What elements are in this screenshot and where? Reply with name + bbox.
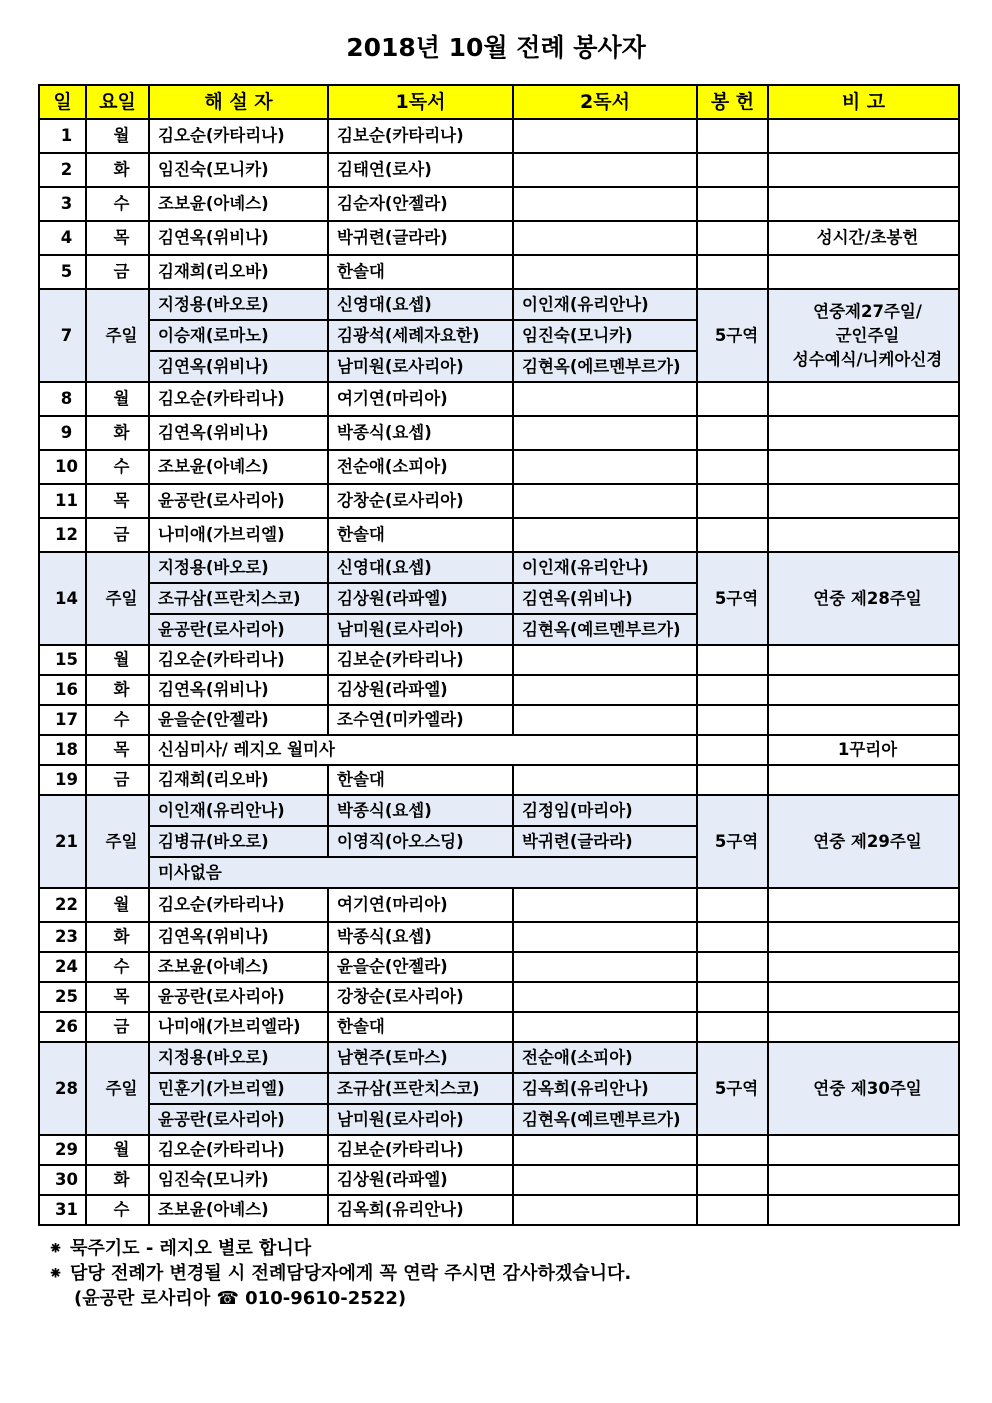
weekday-cell: 금 (86, 765, 149, 795)
asterisk-icon: ⁕ (48, 1238, 64, 1259)
reader2-cell: 김현옥(에르멘부르가) (513, 351, 697, 382)
reader2-cell (513, 982, 697, 1012)
table-row (39, 952, 959, 982)
offertory-cell (697, 1135, 768, 1165)
reader1-cell: 이영직(아오스딩) (328, 826, 513, 857)
reader1-cell: 김상원(라파엘) (328, 675, 513, 705)
reader1-cell: 김광석(세례자요한) (328, 320, 513, 351)
reader2-cell (513, 518, 697, 552)
offertory-cell (697, 888, 768, 922)
commentator-cell: 이인재(유리안나) (149, 795, 328, 826)
day-cell: 19 (39, 765, 86, 795)
weekday-cell: 수 (86, 187, 149, 221)
reader1-cell: 여기연(마리아) (328, 382, 513, 416)
reader2-cell: 이인재(유리안나) (513, 552, 697, 583)
remarks-cell (768, 255, 959, 289)
table-row (39, 675, 959, 705)
commentator-cell: 김재희(리오바) (149, 765, 328, 795)
offertory-cell (697, 1195, 768, 1225)
header-reader2: 2독서 (513, 85, 697, 119)
table-row (39, 153, 959, 187)
reader1-cell: 김보순(카타리나) (328, 645, 513, 675)
offertory-cell (697, 735, 768, 765)
table-row (39, 1195, 959, 1225)
day-cell: 3 (39, 187, 86, 221)
reader2-cell: 박귀련(글라라) (513, 826, 697, 857)
reader1-cell: 박종식(요셉) (328, 795, 513, 826)
commentator-cell: 민훈기(가브리엘) (149, 1073, 328, 1104)
reader1-cell: 조규삼(프란치스코) (328, 1073, 513, 1104)
weekday-cell: 수 (86, 1195, 149, 1225)
table-row (39, 765, 959, 795)
day-cell: 10 (39, 450, 86, 484)
weekday-cell: 주일 (86, 795, 149, 888)
offertory-cell (697, 765, 768, 795)
remarks-cell (768, 187, 959, 221)
reader1-cell: 김보순(카타리나) (328, 119, 513, 153)
commentator-cell: 김오순(카타리나) (149, 645, 328, 675)
reader2-cell (513, 1012, 697, 1042)
remarks-line: 연중제27주일/ (813, 301, 922, 321)
reader1-cell: 신영대(요셉) (328, 552, 513, 583)
reader1-cell: 한솔대 (328, 1012, 513, 1042)
page-title: 2018년 10월 전례 봉사자 (346, 33, 646, 62)
commentator-cell: 조보윤(아녜스) (149, 187, 328, 221)
reader1-cell: 박종식(요셉) (328, 922, 513, 952)
remarks-cell (768, 952, 959, 982)
offertory-cell (697, 187, 768, 221)
commentator-cell: 김연옥(위비나) (149, 351, 328, 382)
reader2-cell (513, 645, 697, 675)
reader1-cell: 한솔대 (328, 518, 513, 552)
reader1-cell: 한솔대 (328, 765, 513, 795)
weekday-cell: 주일 (86, 289, 149, 382)
offertory-cell: 5구역 (697, 552, 768, 645)
remarks-cell: 성시간/초봉헌 (768, 221, 959, 255)
offertory-cell (697, 153, 768, 187)
reader1-cell: 남미원(로사리아) (328, 1104, 513, 1135)
reader1-cell: 한솔대 (328, 255, 513, 289)
offertory-cell (697, 255, 768, 289)
day-cell: 5 (39, 255, 86, 289)
day-cell: 22 (39, 888, 86, 922)
reader1-cell: 김순자(안젤라) (328, 187, 513, 221)
remarks-cell: 연중 제30주일 (768, 1042, 959, 1135)
reader1-cell: 전순애(소피아) (328, 450, 513, 484)
day-cell: 25 (39, 982, 86, 1012)
day-cell: 11 (39, 484, 86, 518)
reader2-cell (513, 1195, 697, 1225)
day-cell: 15 (39, 645, 86, 675)
weekday-cell: 목 (86, 484, 149, 518)
offertory-cell (697, 982, 768, 1012)
table-row (39, 735, 959, 765)
weekday-cell: 화 (86, 153, 149, 187)
remarks-cell (768, 1165, 959, 1195)
offertory-cell (697, 119, 768, 153)
reader2-cell (513, 1165, 697, 1195)
commentator-cell: 지정용(바오로) (149, 289, 328, 320)
day-cell: 4 (39, 221, 86, 255)
reader2-cell: 김현옥(예르멘부르가) (513, 1104, 697, 1135)
reader2-cell (513, 221, 697, 255)
commentator-cell: 임진숙(모니카) (149, 1165, 328, 1195)
table-row (39, 1165, 959, 1195)
offertory-cell (697, 450, 768, 484)
commentator-cell: 윤공란(로사리아) (149, 1104, 328, 1135)
reader2-cell: 김옥희(유리안나) (513, 1073, 697, 1104)
day-cell: 29 (39, 1135, 86, 1165)
reader2-cell (513, 484, 697, 518)
remarks-cell (768, 484, 959, 518)
reader2-cell: 김연옥(위비나) (513, 583, 697, 614)
reader2-cell: 임진숙(모니카) (513, 320, 697, 351)
table-row (39, 982, 959, 1012)
weekday-cell: 금 (86, 255, 149, 289)
remarks-cell (768, 450, 959, 484)
day-cell: 26 (39, 1012, 86, 1042)
commentator-cell: 김연옥(위비나) (149, 675, 328, 705)
reader2-cell (513, 675, 697, 705)
remarks-cell (768, 416, 959, 450)
offertory-cell (697, 416, 768, 450)
reader2-cell (513, 187, 697, 221)
reader2-cell: 전순애(소피아) (513, 1042, 697, 1073)
remarks-cell (768, 1135, 959, 1165)
day-cell: 1 (39, 119, 86, 153)
header-commentator: 해 설 자 (149, 85, 328, 119)
commentator-cell: 조보윤(아녜스) (149, 952, 328, 982)
offertory-cell (697, 952, 768, 982)
offertory-cell (697, 705, 768, 735)
table-row (39, 221, 959, 255)
table-row (39, 705, 959, 735)
header-offertory: 봉 헌 (697, 85, 768, 119)
commentator-cell: 윤공란(로사리아) (149, 982, 328, 1012)
reader1-cell: 김상원(라파엘) (328, 583, 513, 614)
table-row (39, 518, 959, 552)
weekday-cell: 월 (86, 119, 149, 153)
sunday-row (39, 795, 959, 826)
offertory-cell (697, 675, 768, 705)
remarks-cell (768, 382, 959, 416)
remarks-cell (768, 922, 959, 952)
reader1-cell: 강창순(로사리아) (328, 484, 513, 518)
day-cell: 17 (39, 705, 86, 735)
remarks-cell: 연중 제28주일 (768, 552, 959, 645)
header-weekday: 요일 (86, 85, 149, 119)
reader1-cell: 남미원(로사리아) (328, 351, 513, 382)
offertory-cell (697, 922, 768, 952)
footer-contact: (윤공란 로사리아 ☎ 010-9610-2522) (74, 1288, 407, 1309)
reader2-cell: 김정임(마리아) (513, 795, 697, 826)
table-row (39, 119, 959, 153)
remarks-cell (768, 1012, 959, 1042)
commentator-cell: 김연옥(위비나) (149, 221, 328, 255)
reader2-cell (513, 922, 697, 952)
reader1-cell: 조수연(미카엘라) (328, 705, 513, 735)
commentator-cell: 김병규(바오로) (149, 826, 328, 857)
weekday-cell: 금 (86, 1012, 149, 1042)
weekday-cell: 주일 (86, 552, 149, 645)
table-row (39, 645, 959, 675)
sunday-row (39, 289, 959, 320)
weekday-cell: 화 (86, 675, 149, 705)
day-cell: 12 (39, 518, 86, 552)
reader2-cell (513, 255, 697, 289)
footer-note-1 (48, 1236, 631, 1261)
commentator-cell: 윤공란(로사리아) (149, 614, 328, 645)
commentator-cell: 이승재(로마노) (149, 320, 328, 351)
weekday-cell: 목 (86, 221, 149, 255)
commentator-cell: 나미애(가브리엘) (149, 518, 328, 552)
header-day: 일 (39, 85, 86, 119)
footer-notes (48, 1236, 631, 1311)
commentator-cell: 김연옥(위비나) (149, 416, 328, 450)
reader1-cell: 김상원(라파엘) (328, 1165, 513, 1195)
reader2-cell (513, 119, 697, 153)
weekday-cell: 주일 (86, 1042, 149, 1135)
day-cell: 2 (39, 153, 86, 187)
asterisk-icon: ⁕ (48, 1263, 64, 1284)
offertory-cell (697, 1012, 768, 1042)
footer-note-text: 묵주기도 - 레지오 별로 합니다 (70, 1238, 312, 1259)
offertory-cell: 5구역 (697, 795, 768, 888)
table-row (39, 922, 959, 952)
reader1-cell: 박귀련(글라라) (328, 221, 513, 255)
day-cell: 8 (39, 382, 86, 416)
weekday-cell: 수 (86, 952, 149, 982)
commentator-cell: 김재희(리오바) (149, 255, 328, 289)
remarks-cell: 1꾸리아 (768, 735, 959, 765)
day-cell: 16 (39, 675, 86, 705)
table-row (39, 416, 959, 450)
sunday-row (39, 1042, 959, 1073)
table-row (39, 484, 959, 518)
day-cell: 14 (39, 552, 86, 645)
commentator-cell: 조규삼(프란치스코) (149, 583, 328, 614)
sunday-row (39, 552, 959, 583)
commentator-cell: 김오순(카타리나) (149, 119, 328, 153)
day-cell: 21 (39, 795, 86, 888)
commentator-cell: 조보윤(아녜스) (149, 450, 328, 484)
reader1-cell: 신영대(요셉) (328, 289, 513, 320)
commentator-cell: 윤공란(로사리아) (149, 484, 328, 518)
weekday-cell: 목 (86, 982, 149, 1012)
offertory-cell (697, 518, 768, 552)
remarks-cell (768, 518, 959, 552)
table-row (39, 888, 959, 922)
reader2-cell (513, 382, 697, 416)
reader2-cell (513, 450, 697, 484)
remarks-cell (768, 119, 959, 153)
schedule-table (38, 84, 960, 1226)
table-row (39, 450, 959, 484)
reader1-cell: 여기연(마리아) (328, 888, 513, 922)
reader2-cell (513, 705, 697, 735)
day-cell: 30 (39, 1165, 86, 1195)
reader1-cell: 김태연(로사) (328, 153, 513, 187)
offertory-cell (697, 645, 768, 675)
footer-note-2 (48, 1261, 631, 1286)
reader2-cell: 이인재(유리안나) (513, 289, 697, 320)
day-cell: 7 (39, 289, 86, 382)
day-cell: 23 (39, 922, 86, 952)
header-remarks: 비 고 (768, 85, 959, 119)
reader2-cell (513, 1135, 697, 1165)
remarks-cell (768, 289, 959, 382)
reader1-cell: 박종식(요셉) (328, 416, 513, 450)
remarks-cell (768, 645, 959, 675)
table-row (39, 1135, 959, 1165)
weekday-cell: 화 (86, 416, 149, 450)
weekday-cell: 목 (86, 735, 149, 765)
commentator-cell: 김오순(카타리나) (149, 1135, 328, 1165)
remarks-cell (768, 675, 959, 705)
commentator-cell: 김오순(카타리나) (149, 382, 328, 416)
offertory-cell (697, 484, 768, 518)
weekday-cell: 월 (86, 888, 149, 922)
offertory-cell (697, 1165, 768, 1195)
header-reader1: 1독서 (328, 85, 513, 119)
weekday-cell: 화 (86, 922, 149, 952)
commentator-cell: 지정용(바오로) (149, 552, 328, 583)
table-row (39, 1012, 959, 1042)
day-cell: 28 (39, 1042, 86, 1135)
reader2-cell: 김현옥(예르멘부르가) (513, 614, 697, 645)
weekday-cell: 월 (86, 382, 149, 416)
commentator-cell: 김오순(카타리나) (149, 888, 328, 922)
reader1-cell: 강창순(로사리아) (328, 982, 513, 1012)
day-cell: 18 (39, 735, 86, 765)
day-cell: 31 (39, 1195, 86, 1225)
commentator-cell: 윤을순(안젤라) (149, 705, 328, 735)
reader1-cell: 남미원(로사리아) (328, 614, 513, 645)
weekday-cell: 수 (86, 450, 149, 484)
weekday-cell: 월 (86, 1135, 149, 1165)
reader1-cell: 윤을순(안젤라) (328, 952, 513, 982)
commentator-cell: 나미애(가브리엘라) (149, 1012, 328, 1042)
table-row (39, 187, 959, 221)
weekday-cell: 금 (86, 518, 149, 552)
table-header-row (39, 85, 959, 119)
remarks-cell (768, 982, 959, 1012)
no-mass-cell: 미사없음 (149, 857, 697, 888)
reader1-cell: 남현주(토마스) (328, 1042, 513, 1073)
day-cell: 24 (39, 952, 86, 982)
reader1-cell: 김보순(카타리나) (328, 1135, 513, 1165)
reader1-cell: 김옥희(유리안나) (328, 1195, 513, 1225)
remarks-cell (768, 765, 959, 795)
remarks-cell (768, 153, 959, 187)
offertory-cell (697, 382, 768, 416)
commentator-cell: 지정용(바오로) (149, 1042, 328, 1073)
remarks-cell (768, 705, 959, 735)
footer-note-text: 담당 전례가 변경될 시 전례담당자에게 꼭 연락 주시면 감사하겠습니다. (70, 1263, 632, 1284)
weekday-cell: 화 (86, 1165, 149, 1195)
weekday-cell: 월 (86, 645, 149, 675)
offertory-cell (697, 221, 768, 255)
commentator-cell: 김연옥(위비나) (149, 922, 328, 952)
reader2-cell (513, 888, 697, 922)
offertory-cell: 5구역 (697, 1042, 768, 1135)
reader2-cell (513, 952, 697, 982)
commentator-cell: 조보윤(아녜스) (149, 1195, 328, 1225)
remarks-line: 성수예식/니케아신경 (792, 349, 943, 369)
merged-service-cell: 신심미사/ 레지오 월미사 (149, 735, 697, 765)
day-cell: 9 (39, 416, 86, 450)
remarks-cell (768, 1195, 959, 1225)
weekday-cell: 수 (86, 705, 149, 735)
commentator-cell: 임진숙(모니카) (149, 153, 328, 187)
reader2-cell (513, 153, 697, 187)
table-row (39, 382, 959, 416)
reader2-cell (513, 416, 697, 450)
remarks-line: 군인주일 (835, 325, 900, 345)
offertory-cell: 5구역 (697, 289, 768, 382)
table-row (39, 255, 959, 289)
reader2-cell (513, 765, 697, 795)
remarks-cell (768, 888, 959, 922)
remarks-cell: 연중 제29주일 (768, 795, 959, 888)
